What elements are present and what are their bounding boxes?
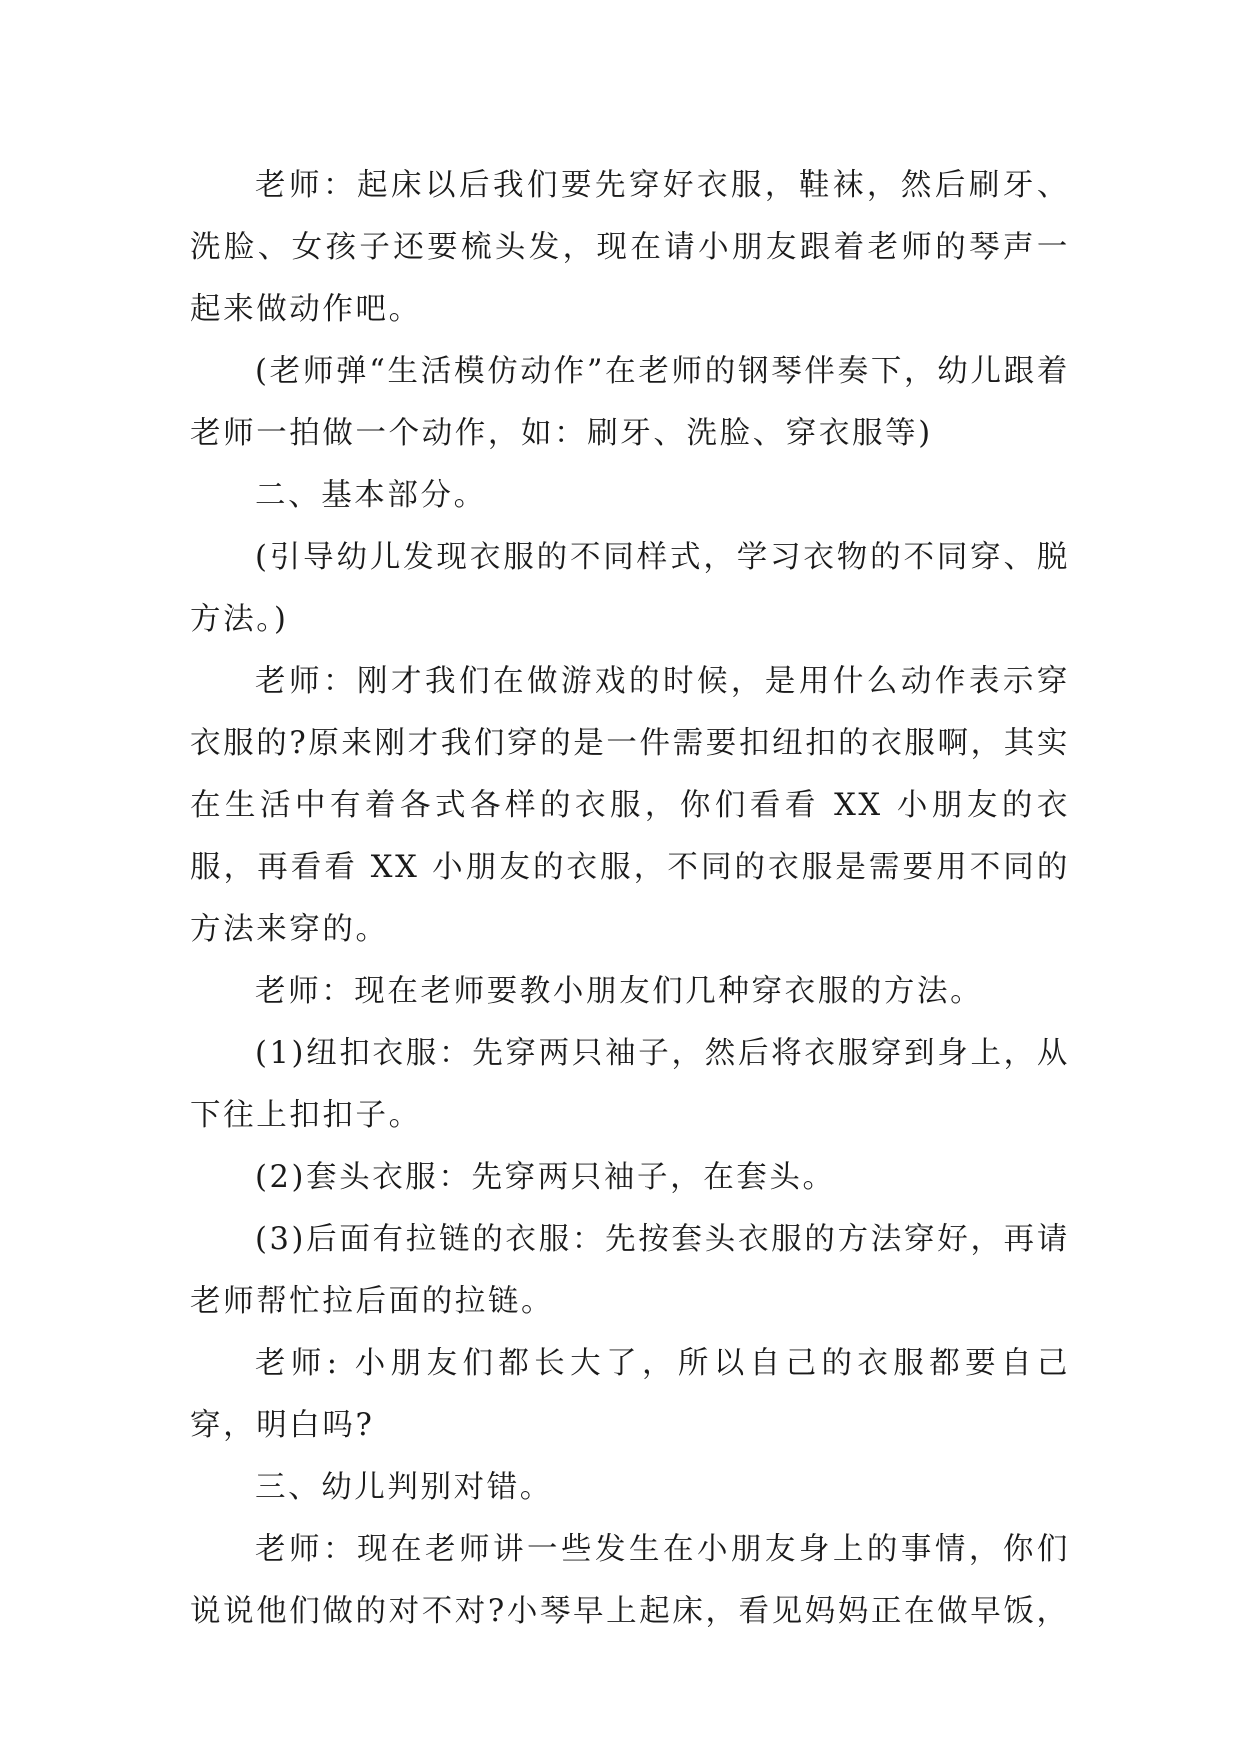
list-item-back-zipper-clothes: (3)后面有拉链的衣服：先按套头衣服的方法穿好，再请老师帮忙拉后面的拉链。 — [190, 1222, 1070, 1319]
document-body — [190, 155, 1070, 1643]
paragraph-teacher-intro: 老师：起床以后我们要先穿好衣服，鞋袜，然后刷牙、洗脸、女孩子还要梳头发，现在请小朋友跟着老师的琴声一起来做动作吧。 — [190, 168, 1070, 327]
list-item-button-clothes: (1)纽扣衣服：先穿两只袖子，然后将衣服穿到身上，从下往上扣扣子。 — [190, 1036, 1070, 1133]
paragraph-teacher-methods: 老师：现在老师要教小朋友们几种穿衣服的方法。 — [255, 974, 984, 1009]
paragraph-teacher-grow-up: 老师: 小朋友们都长大了，所以自己的衣服都要自己穿，明白吗? — [190, 1346, 1070, 1443]
paragraph-teacher-story: 老师：现在老师讲一些发生在小朋友身上的事情，你们说说他们做的对不对?小琴早上起床，看见妈妈正在做早饭， — [190, 1532, 1070, 1629]
paragraph-teacher-clothes-styles: 老师：刚才我们在做游戏的时候，是用什么动作表示穿衣服的?原来刚才我们穿的是一件需要扣纽扣的衣服啊，其实在生活中有着各式各样的衣服，你们看看 XX 小朋友的衣服，再看看 XX 小朋友的衣服，不同的衣服是需要用不同的方法来穿的。 — [190, 664, 1070, 947]
list-item-pullover-clothes: (2)套头衣服：先穿两只袖子，在套头。 — [255, 1160, 836, 1195]
paragraph-piano-note: (老师弹“生活模仿动作”在老师的钢琴伴奏下，幼儿跟着老师一拍做一个动作，如：刷牙、洗脸、穿衣服等) — [190, 354, 1070, 451]
section-heading-judge: 三、幼儿判别对错。 — [255, 1470, 553, 1505]
section-heading-basic-part: 二、基本部分。 — [255, 478, 487, 513]
paragraph-basic-goal: (引导幼儿发现衣服的不同样式，学习衣物的不同穿、脱方法。) — [190, 540, 1070, 637]
